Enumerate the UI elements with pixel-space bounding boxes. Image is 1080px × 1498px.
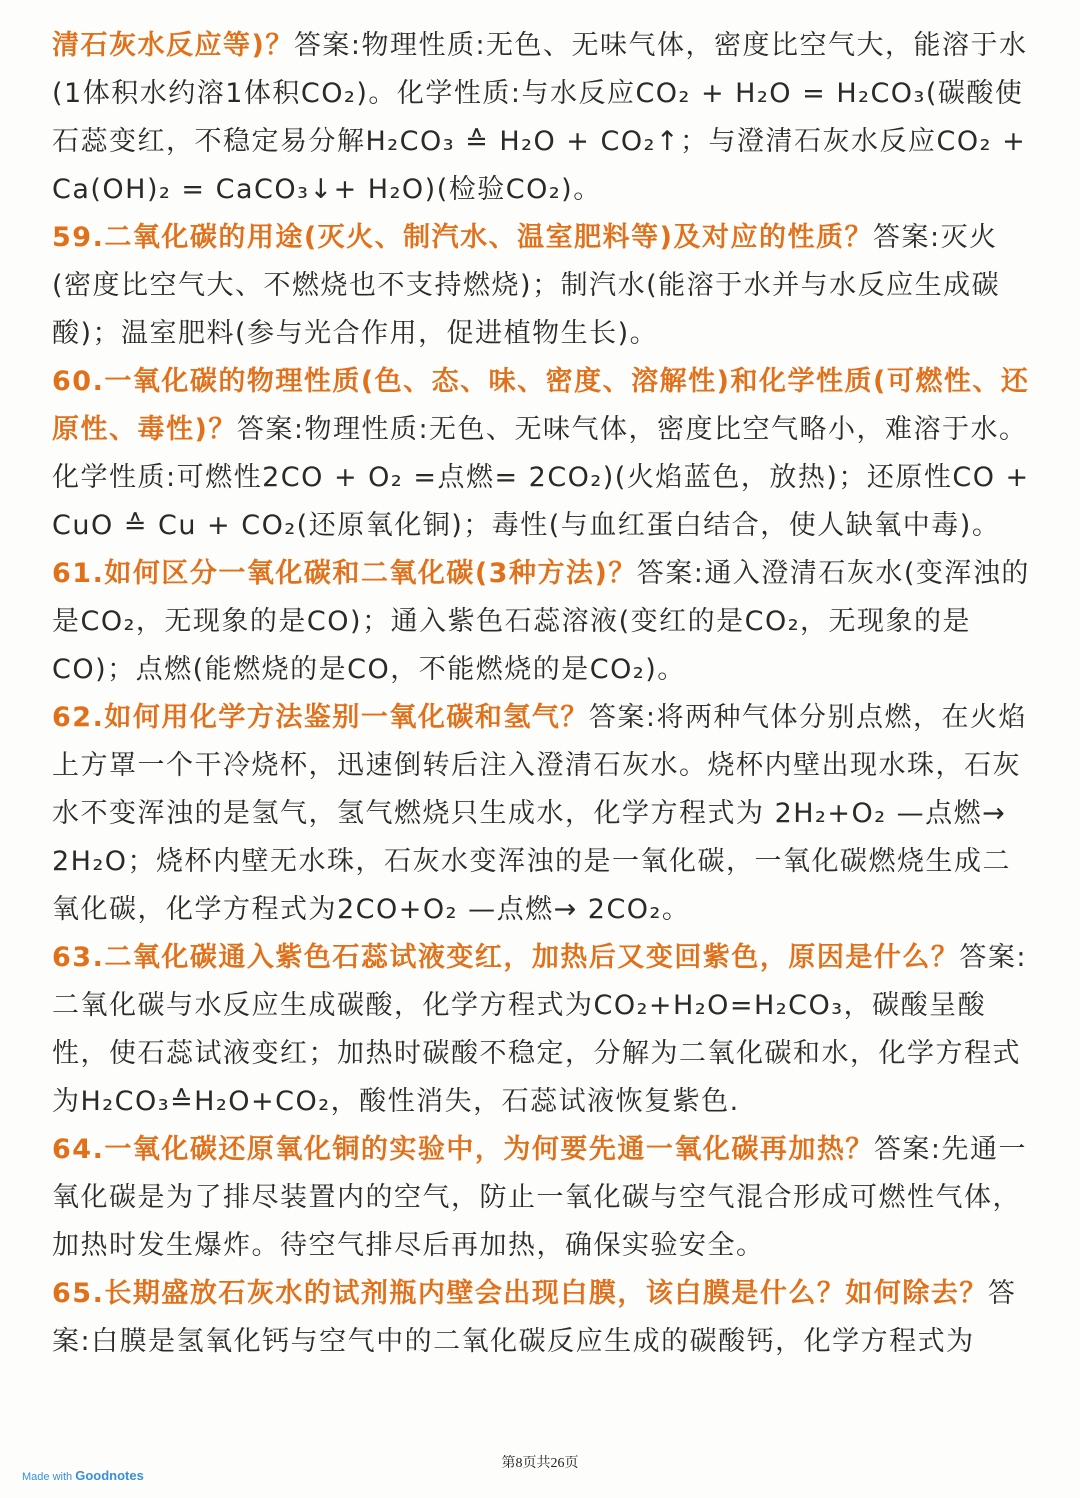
qa-paragraph-64 <box>52 1126 1032 1270</box>
qa-paragraph-62 <box>52 694 1032 934</box>
answer-text: 答案:灭火(密度比空气大、不燃烧也不支持燃烧)；制汽水(能溶于水并与水反应生成碳酸)；温室肥料(参与光合作用，促进植物生长)。 <box>52 222 1001 349</box>
question-text: 59.二氧化碳的用途(灭火、制汽水、温室肥料等)及对应的性质？ <box>52 222 874 253</box>
answer-text: 答案:二氧化碳与水反应生成碳酸，化学方程式为CO₂+H₂O=H₂CO₃，碳酸呈酸性，使石蕊试液变红；加热时碳酸不稳定，分解为二氧化碳和水，化学方程式为H₂CO₃≙H₂O+CO₂，酸性消失，石蕊试液恢复紫色. <box>52 942 1027 1117</box>
qa-paragraph-65 <box>52 1270 1032 1366</box>
answer-text: 答案:通入澄清石灰水(变浑浊的是CO₂，无现象的是CO)；通入紫色石蕊溶液(变红的是CO₂，无现象的是CO)；点燃(能燃烧的是CO，不能燃烧的是CO₂)。 <box>52 558 1030 685</box>
question-text: 60.一氧化碳的物理性质(色、态、味、密度、溶解性)和化学性质(可燃性、还原性、毒性)？ <box>52 366 1030 445</box>
question-text: 64.一氧化碳还原氧化铜的实验中，为何要先通一氧化碳再加热？ <box>52 1134 874 1165</box>
answer-text: 答案:将两种气体分别点燃，在火焰上方罩一个干冷烧杯，迅速倒转后注入澄清石灰水。烧杯内壁出现水珠，石灰水不变浑浊的是氢气，氢气燃烧只生成水，化学方程式为 2H₂+O₂ —点燃→ 2H₂O；烧杯内壁无水珠，石灰水变浑浊的是一氧化碳，一氧化碳燃烧生成二氧化碳，化学方程式为2CO+O₂ —点燃→ 2CO₂。 <box>52 702 1027 925</box>
question-text: 63.二氧化碳通入紫色石蕊试液变红，加热后又变回紫色，原因是什么？ <box>52 942 960 973</box>
watermark-prefix: Made with <box>22 1471 73 1483</box>
qa-paragraph-59 <box>52 214 1032 358</box>
watermark-brand: Goodnotes <box>75 1468 144 1483</box>
question-text: 62.如何用化学方法鉴别一氧化碳和氢气？ <box>52 702 589 733</box>
question-text: 61.如何区分一氧化碳和二氧化碳(3种方法)？ <box>52 558 637 589</box>
question-text: 清石灰水反应等)？ <box>52 30 294 61</box>
qa-paragraph-63 <box>52 934 1032 1126</box>
question-text: 65.长期盛放石灰水的试剂瓶内壁会出现白膜，该白膜是什么？如何除去？ <box>52 1278 988 1309</box>
answer-text: 答案:物理性质:无色、无味气体，密度比空气略小，难溶于水。化学性质:可燃性2CO + O₂ =点燃= 2CO₂)(火焰蓝色，放热)；还原性CO + CuO ≙ Cu + CO₂(还原氧化铜)；毒性(与血红蛋白结合，使人缺氧中毒)。 <box>52 414 1030 541</box>
answer-text: 答案:物理性质:无色、无味气体，密度比空气大，能溶于水(1体积水约溶1体积CO₂)。化学性质:与水反应CO₂ + H₂O = H₂CO₃(碳酸使石蕊变红，不稳定易分解H₂CO₃ ≙ H₂O + CO₂↑；与澄清石灰水反应CO₂ + Ca(OH)₂ = CaCO₃↓+ H₂O)(检验CO₂)。 <box>52 30 1028 205</box>
qa-paragraph-58 <box>52 22 1032 214</box>
goodnotes-watermark <box>22 1468 144 1483</box>
qa-paragraph-60 <box>52 358 1032 550</box>
page-number: 第8页共26页 <box>501 1456 579 1471</box>
answer-text: 答案:白膜是氢氧化钙与空气中的二氧化碳反应生成的碳酸钙，化学方程式为 <box>52 1278 1017 1357</box>
notes-content <box>52 22 1032 1366</box>
answer-text: 答案:先通一氧化碳是为了排尽装置内的空气，防止一氧化碳与空气混合形成可燃性气体，加热时发生爆炸。待空气排尽后再加热，确保实验安全。 <box>52 1134 1027 1261</box>
qa-paragraph-61 <box>52 550 1032 694</box>
